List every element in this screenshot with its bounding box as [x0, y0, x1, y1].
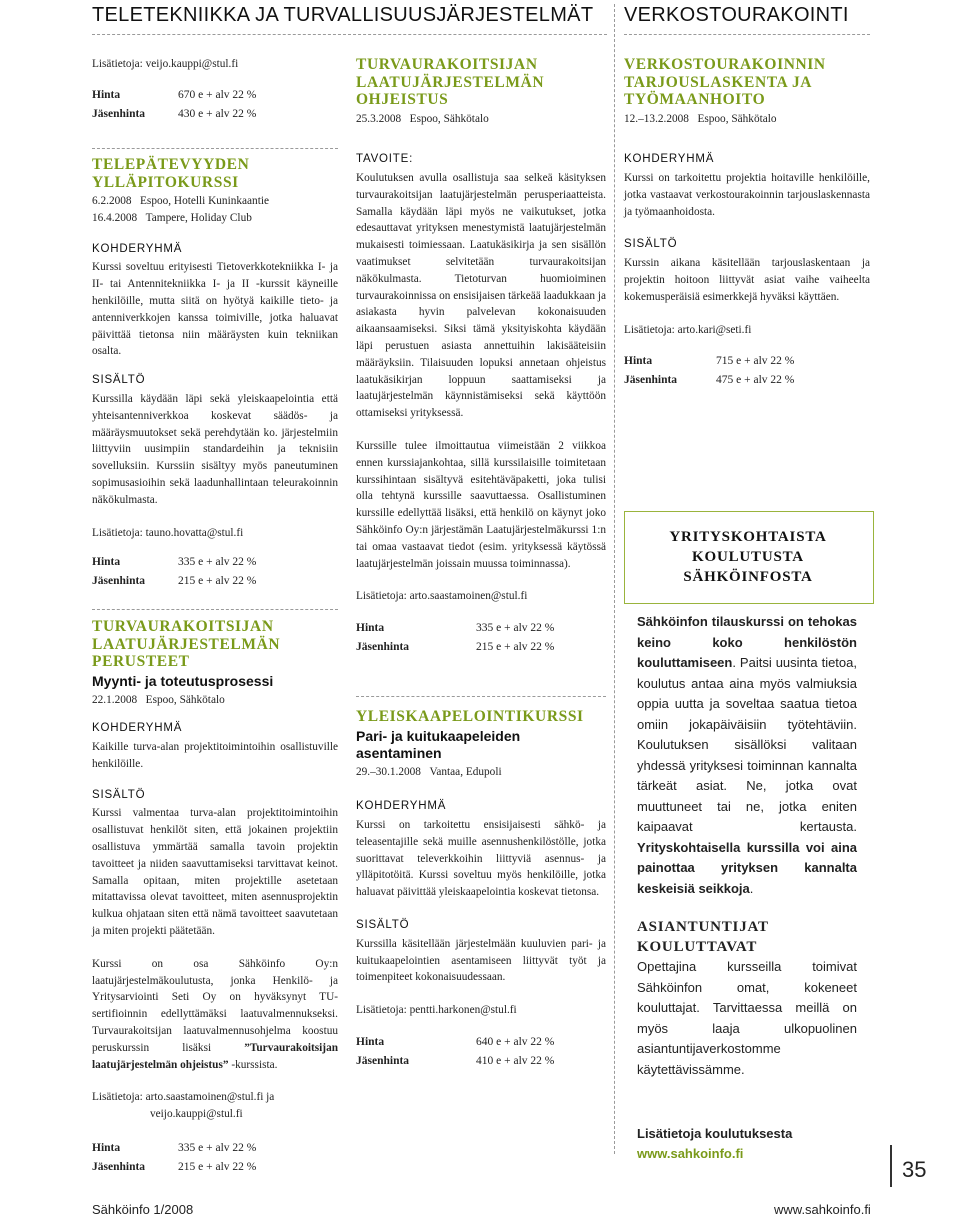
section-header-right: VERKOSTOURAKOINTI	[624, 4, 849, 26]
course-date-place-1: 6.2.2008 Espoo, Hotelli Kuninkaantie	[92, 195, 269, 207]
experts-heading-line-1: ASIANTUNTIJAT	[637, 919, 769, 935]
more-info	[637, 1124, 857, 1164]
promo-box-line	[624, 603, 874, 604]
price-value: 715 e + alv 22 %	[716, 355, 795, 368]
member-price-value: 215 e + alv 22 %	[178, 1161, 257, 1174]
course-telepatevyys	[92, 156, 338, 591]
member-price-label: Jäsenhinta	[92, 107, 146, 120]
course-subtitle: Myynti- ja toteutusprosessi	[92, 672, 274, 689]
price-label: Hinta	[92, 556, 121, 569]
contact-text: Lisätietoja: pentti.harkonen@stul.fi	[356, 1004, 517, 1017]
section-heading: KOHDERYHMÄ	[92, 722, 183, 735]
section-heading: SISÄLTÖ	[92, 374, 146, 387]
target-group-text: Kurssi on tarkoitettu ensisijaisesti sähkö- ja teleasentajille sekä muille asennushenkilöstölle, jotka suorittavat televerkkoihin liittyviä asennus- ja ylläpitotöitä. Kurssi soveltuu myös henkilöille, jotka haluavat päivittää yleiskaapelointia koskevat tietonsa.	[356, 819, 606, 899]
contact-text: Lisätietoja: arto.kari@seti.fi	[624, 323, 752, 336]
price-table	[356, 1033, 606, 1071]
price-label: Hinta	[92, 88, 121, 101]
column-divider	[614, 4, 615, 1154]
section-heading: TAVOITE:	[356, 153, 414, 166]
experts-text: Opettajina kursseilla toimivat Sähköinfon omat, kokeneet kouluttajat. Tarvittaessa meillä on myös laaja ulkopuolinen asiantuntijaverkostomme käytettävissämme.	[637, 959, 857, 1077]
page-number-bar	[890, 1145, 892, 1187]
price-value: 335 e + alv 22 %	[178, 1142, 257, 1155]
member-price-value: 475 e + alv 22 %	[716, 374, 795, 387]
target-group-text: Kurssi on tarkoitettu projektia hoitaville henkilöille, jotka vastaavat verkostourakoinnin tarjouslaskennasta ja työmaanhoidosta.	[624, 172, 870, 218]
section-heading: SISÄLTÖ	[356, 919, 410, 932]
footer-website[interactable]: www.sahkoinfo.fi	[774, 1202, 871, 1217]
price-label: Hinta	[356, 1036, 385, 1049]
goal-text: Koulutuksen avulla osallistuja saa selkeä käsityksen turvaurakoitsijan laatujärjestelmän perusperiaatteista. Samalla käydään läpi myös ne vaikutukset, jotka edesauttavat yrityksen menestymistä laatujärjestelmän mukaisesti toimiessaan. Laatukäsikirja ja sen sisällön vaatimukset selvitetään turvaurakoitsijan näkökulmasta. Tietoturvan huomioiminen turvaurakoinnissa on ensisijaisen tärkeää laadukkaan ja asiakasta hyvin palvelevan kokonaisuuden aikaansaamiseksi. Siksi tämä yksityiskohta käydään läpi perustuen asiasta annettuihin lakisääteisiin määräyksiin. Tilaisuuden lopuksi annetaan ohjeistus laatukäsikirjan loppuun saattamiseksi ja laatujärjestelmän käynnistämiseksi sekä käyttöön ottamiseksi yrityksessä.	[356, 172, 607, 420]
price-value: 670 e + alv 22 %	[178, 88, 257, 101]
price-table	[624, 352, 870, 390]
course-date-place: 25.3.2008 Espoo, Sähkötalo	[356, 112, 489, 125]
course-title: TURVAURAKOITSIJAN LAATUJÄRJESTELMÄN OHJEISTUS	[356, 56, 545, 108]
member-price-label: Jäsenhinta	[356, 1055, 410, 1068]
target-group-text: Kurssi soveltuu erityisesti Tietoverkkotekniikka I- ja II- tai Antennitekniikka I- ja II -kurssit käyneille henkilöille, mutta siitä on hyötyä kaikille tieto- ja antenniverkkojen kanssa toimiville, jotka haluavat päivittää tietonsa niin määräysten kuin tekniikan osalta.	[92, 261, 338, 358]
info-text: Kurssille tulee ilmoittautua viimeistään 2 viikkoa ennen kurssiajankohtaa, sillä kurssilaisille toimitetaan kurssihintaan sisältyvä esitehtäväpaketti, joka tulisi olla tehtynä kurssille saavuttaessa. Osallistuminen kurssille edellyttää lisäksi, että henkilö on käynyt joko Sähköinfo Oy:n järjestämän Laatujärjestelmäkurssi 1:n tai omaa vastaavat tiedot (esim. yrityksessä käytössä laatujärjestelmän joissain muussa toiminnassa).	[356, 440, 606, 570]
experts-heading-line-2: KOULUTTAVAT	[637, 939, 758, 955]
price-value: 335 e + alv 22 %	[476, 622, 555, 635]
section-header-left: TELETEKNIIKKA JA TURVALLISUUSJÄRJESTELMÄT	[92, 4, 594, 26]
footer-publication: Sähköinfo 1/2008	[92, 1202, 194, 1217]
course-date-place: 12.–13.2.2008 Espoo, Sähkötalo	[624, 112, 777, 125]
course-title: YLEISKAAPELOINTIKURSSI	[356, 708, 584, 725]
member-price-label: Jäsenhinta	[92, 1161, 146, 1174]
price-label: Hinta	[356, 622, 385, 635]
course-title: VERKOSTOURAKOINNIN TARJOUSLASKENTA JA TYÖMAANHOITO	[624, 56, 826, 108]
promo-box-content	[637, 612, 857, 1164]
header-divider-left	[92, 34, 607, 35]
target-group-text: Kaikille turva-alan projektitoimintoihin osallistuville henkilöille.	[92, 741, 338, 770]
content-text: Kurssin aikana käsitellään tarjouslaskentaan ja projektin hoitoon liittyvät asiat vaihe vaiheelta kokemusperäisiä esimerkkejä hyväksi käyttäen.	[624, 257, 870, 303]
promo-box-title	[624, 527, 872, 587]
member-price-label: Jäsenhinta	[624, 374, 678, 387]
course-laatujarjestelma-perusteet	[92, 618, 338, 1177]
promo-title-line-3: SÄHKÖINFOSTA	[683, 569, 813, 585]
experts-heading	[637, 917, 857, 957]
course-laatujarjestelma-ohjeistus	[356, 56, 606, 657]
member-price-value: 430 e + alv 22 %	[178, 107, 257, 120]
member-price-value: 410 e + alv 22 %	[476, 1055, 555, 1068]
promo-lead-text: Sähköinfon tilauskurssi on tehokas keino koko henkilöstön kouluttamiseen. Paitsi uusinta tietoa, koulutus antaa aina myös valmiuksia oppia uutta ja soveltaa saatua tietoa omiin jokapäiväisiin työtehtäviin. Koulutuksen sisällöksi valitaan yhdessä yrityksesi toiminnan kannalta tärkeät asiat. Ne, jotka ovat muuttuneet tai ne, jotka eniten kaipaavat kertausta. Yrityskohtaisella kurssilla voi aina painottaa yrityksen kannalta keskeisiä seikkoja.	[637, 614, 857, 896]
course-subtitle: Pari- ja kuitukaapeleiden asentaminen	[356, 727, 521, 761]
promo-title-line-2: KOULUTUSTA	[692, 549, 804, 565]
member-price-label: Jäsenhinta	[92, 575, 146, 588]
col2-divider	[356, 696, 606, 697]
price-table	[356, 619, 606, 657]
member-price-value: 215 e + alv 22 %	[178, 575, 257, 588]
content-text-2: Kurssi on osa Sähköinfo Oy:n laatujärjestelmäkoulutusta, jonka Henkilö- ja Yritysarviointi Seti Oy on hyväksynyt TU-sertifioinnin edellyttämäksi laatuvalmennukseksi. Turvaurakoitsijan laatuvalmennusohjelma koostuu peruskurssin lisäksi ”Turvaurakoitsijan laatujärjestelmän ohjeistus” -kurssista.	[92, 957, 338, 1071]
website-link[interactable]: www.sahkoinfo.fi	[637, 1146, 744, 1161]
price-value: 640 e + alv 22 %	[476, 1036, 555, 1049]
col1-divider-1	[92, 148, 338, 149]
course-date-place: 29.–30.1.2008 Vantaa, Edupoli	[356, 765, 502, 778]
course-title: TURVAURAKOITSIJAN LAATUJÄRJESTELMÄN PERUSTEET	[92, 618, 281, 670]
member-price-value: 215 e + alv 22 %	[476, 641, 555, 654]
contact-text-2: veijo.kauppi@stul.fi	[150, 1108, 243, 1121]
course-date-place: 22.1.2008 Espoo, Sähkötalo	[92, 693, 225, 706]
section-heading: KOHDERYHMÄ	[356, 800, 447, 813]
col1-top	[92, 56, 338, 124]
member-price-label: Jäsenhinta	[356, 641, 410, 654]
course-tarjouslaskenta	[624, 56, 870, 390]
content-text: Kurssilla käydään läpi sekä yleiskaapelointia että yhteisantenniverkkoa koskevat säädös- ja määräysmuutokset sekä perehdytään ko. järjestelmiin liittyviin uusimpiin standardeihin ja teknisiin sovelluksiin. Kurssiin sisältyy myös paneutuminen sopimusasioihin sekä laadunhallintaan teleurakoinnin näkökulmasta.	[92, 392, 338, 506]
price-table	[92, 1139, 338, 1177]
course-date-place-2: 16.4.2008 Tampere, Holiday Club	[92, 211, 252, 224]
price-label: Hinta	[92, 1142, 121, 1155]
course-yleiskaapelointi	[356, 708, 606, 1071]
price-value: 335 e + alv 22 %	[178, 556, 257, 569]
page-number: 35	[902, 1157, 927, 1182]
contact-text: Lisätietoja: veijo.kauppi@stul.fi	[92, 58, 239, 70]
contact-text: Lisätietoja: arto.saastamoinen@stul.fi	[356, 590, 528, 603]
content-text: Kurssilla käsitellään järjestelmään kuuluvien pari- ja kuitukaapelointien asentamiseen liittyvät työt ja toimenpiteet kokonaisuudessaan.	[356, 937, 606, 984]
price-label: Hinta	[624, 355, 653, 368]
course-title: TELEPÄTEVYYDEN YLLÄPITOKURSSI	[92, 156, 250, 191]
section-heading: SISÄLTÖ	[624, 238, 678, 251]
contact-text: Lisätietoja: arto.saastamoinen@stul.fi ja	[92, 1091, 275, 1104]
header-divider-right	[624, 34, 870, 35]
section-heading: KOHDERYHMÄ	[92, 242, 183, 255]
content-text: Kurssi valmentaa turva-alan projektitoimintoihin osallistuvat henkilöt siten, että jokainen projektiin osallistuva ymmärtää samalla tavoin projektin tavoitteet ja niiden saavuttamiseksi tarvittavat keinot. Samalla opitaan, miten projektille asetetaan mitattavissa olevat tavoitteet, miten asennusprojektin kulkua ohjataan siten että nämä tavoitteet saavutetaan ja miten projekti päätetään.	[92, 807, 338, 938]
promo-title-line-1: YRITYSKOHTAISTA	[669, 529, 827, 545]
price-table	[92, 86, 338, 124]
section-heading: KOHDERYHMÄ	[624, 153, 715, 166]
more-info-label: Lisätietoja koulutuksesta	[637, 1126, 793, 1141]
section-heading: SISÄLTÖ	[92, 788, 146, 801]
price-table	[92, 553, 338, 591]
contact-text: Lisätietoja: tauno.hovatta@stul.fi	[92, 526, 244, 539]
col1-divider-2	[92, 609, 338, 610]
